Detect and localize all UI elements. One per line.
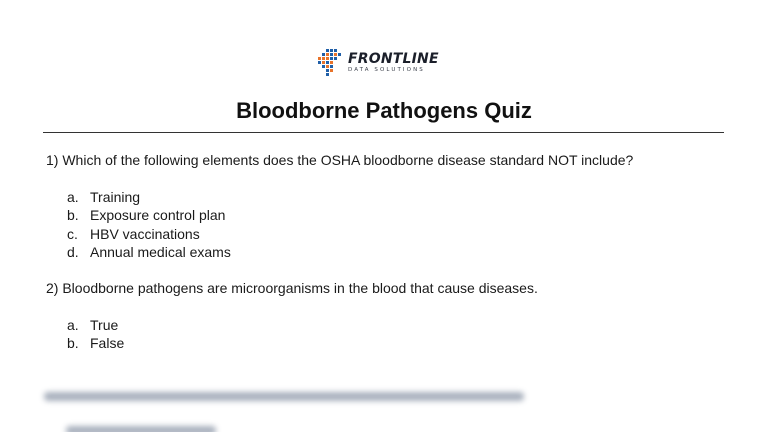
question-2-options [67, 316, 124, 353]
list-item [67, 243, 231, 261]
option-letter: b. [67, 335, 79, 352]
question-1-text: 1) Which of the following elements does the OSHA bloodborne disease standard NOT include? [46, 152, 634, 168]
option-text: HBV vaccinations [90, 225, 200, 242]
question-2-text: 2) Bloodborne pathogens are microorganisms in the blood that cause diseases. [46, 280, 538, 296]
option-text: True [90, 317, 119, 333]
list-item [67, 225, 231, 243]
logo-tagline: DATA SOLUTIONS [348, 67, 425, 74]
page-title: Bloodborne Pathogens Quiz [236, 98, 532, 123]
list-item [67, 316, 124, 334]
logo-name: FRONTLINE [348, 51, 439, 68]
option-letter: c. [67, 225, 78, 242]
title-divider [43, 132, 724, 133]
list-item [67, 334, 124, 352]
question-1-options [67, 188, 231, 261]
logo-dots-icon [316, 48, 342, 78]
list-item [67, 188, 231, 206]
option-letter: b. [67, 207, 79, 224]
list-item [67, 206, 231, 224]
option-text: Annual medical exams [90, 243, 231, 260]
option-text: Training [90, 189, 141, 205]
option-text: Exposure control plan [90, 207, 226, 224]
option-letter: d. [67, 243, 79, 260]
blurred-question-line [44, 392, 524, 401]
frontline-logo [316, 47, 439, 79]
blurred-content [0, 372, 768, 432]
option-letter: a. [67, 317, 79, 333]
option-text: False [90, 335, 125, 352]
blurred-option-line [66, 426, 216, 432]
option-letter: a. [67, 189, 79, 205]
